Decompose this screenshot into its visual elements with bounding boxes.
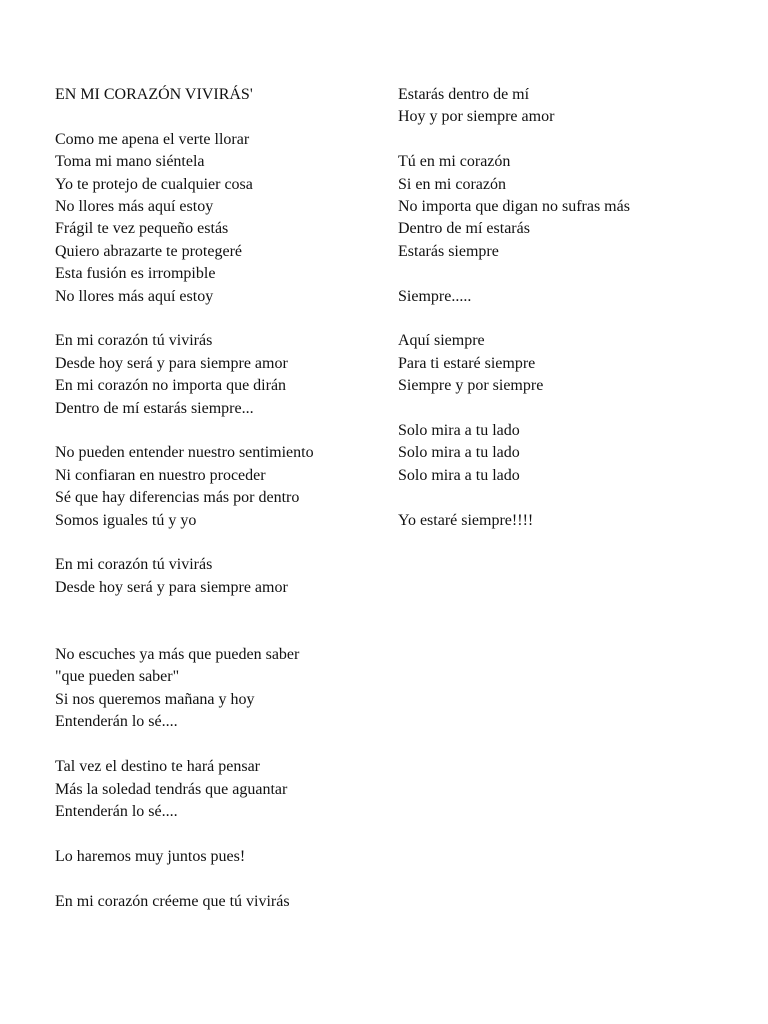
stanza (55, 554, 385, 599)
lyric-line: Yo estaré siempre!!!! (398, 511, 534, 529)
lyric-line: Lo haremos muy juntos pues! (55, 847, 246, 865)
lyric-line: Dentro de mí estarás (398, 220, 530, 238)
stanza (398, 420, 738, 487)
lyric-line: Más la soledad tendrás que aguantar (55, 780, 288, 798)
lyric-line: Si en mi corazón (398, 175, 506, 193)
lyric-line: Si nos queremos mañana y hoy (55, 690, 255, 708)
lyric-line: En mi corazón tú vivirás (55, 556, 213, 574)
lyric-line: Desde hoy será y para siempre amor (55, 354, 288, 372)
stanza (398, 286, 738, 308)
stanza (398, 330, 738, 397)
lyric-line: Solo mira a tu lado (398, 422, 520, 440)
lyric-line: Entenderán lo sé.... (55, 713, 178, 731)
lyric-line: En mi corazón créeme que tú vivirás (55, 892, 290, 910)
lyric-line: No llores más aquí estoy (55, 198, 214, 216)
lyric-line: Tú en mi corazón (398, 153, 511, 171)
stanza (55, 129, 385, 308)
stanza (55, 644, 385, 734)
lyric-line: Para ti estaré siempre (398, 354, 536, 372)
lyric-line: Yo te protejo de cualquier cosa (55, 175, 253, 193)
lyric-line: Sé que hay diferencias más por dentro (55, 489, 300, 507)
lyric-line: Esta fusión es irrompible (55, 265, 216, 283)
lyric-line: No llores más aquí estoy (55, 287, 214, 305)
lyric-line: Frágil te vez pequeño estás (55, 220, 229, 238)
song-title: EN MI CORAZÓN VIVIRÁS' (55, 86, 253, 103)
lyric-line: Siempre y por siempre (398, 377, 544, 395)
lyric-line: Hoy y por siempre amor (398, 108, 555, 126)
lyric-line: Solo mira a tu lado (398, 466, 520, 484)
lyric-line: Siempre..... (398, 287, 472, 305)
stanza (55, 756, 385, 823)
left-column (55, 84, 385, 935)
lyric-line: "que pueden saber" (55, 668, 180, 686)
lyric-line: Tal vez el destino te hará pensar (55, 758, 261, 776)
stanza (398, 510, 738, 532)
stanza (55, 891, 385, 913)
lyric-line: Somos iguales tú y yo (55, 511, 197, 529)
lyric-line: En mi corazón no importa que dirán (55, 377, 287, 395)
lyric-line: Entenderán lo sé.... (55, 802, 178, 820)
lyric-line: Estarás siempre (398, 242, 499, 260)
lyric-line: No pueden entender nuestro sentimiento (55, 444, 314, 462)
lyric-line: Ni confiaran en nuestro proceder (55, 466, 266, 484)
lyric-line: No importa que digan no sufras más (398, 198, 630, 216)
lyric-line: Desde hoy será y para siempre amor (55, 578, 288, 596)
lyric-line: Aquí siempre (398, 332, 485, 350)
stanza (398, 84, 738, 129)
lyric-line: Quiero abrazarte te protegeré (55, 242, 242, 260)
right-column (398, 84, 738, 554)
lyric-line: No escuches ya más que pueden saber (55, 646, 300, 664)
lyric-line: Dentro de mí estarás siempre... (55, 399, 254, 417)
lyric-line: Estarás dentro de mí (398, 86, 530, 103)
lyric-line: Solo mira a tu lado (398, 444, 520, 462)
lyric-line: Como me apena el verte llorar (55, 130, 250, 148)
lyric-line: Toma mi mano siéntela (55, 153, 205, 171)
stanza (398, 151, 738, 263)
stanza (55, 442, 385, 532)
stanza (55, 330, 385, 420)
lyric-line: En mi corazón tú vivirás (55, 332, 213, 350)
stanza (55, 846, 385, 868)
